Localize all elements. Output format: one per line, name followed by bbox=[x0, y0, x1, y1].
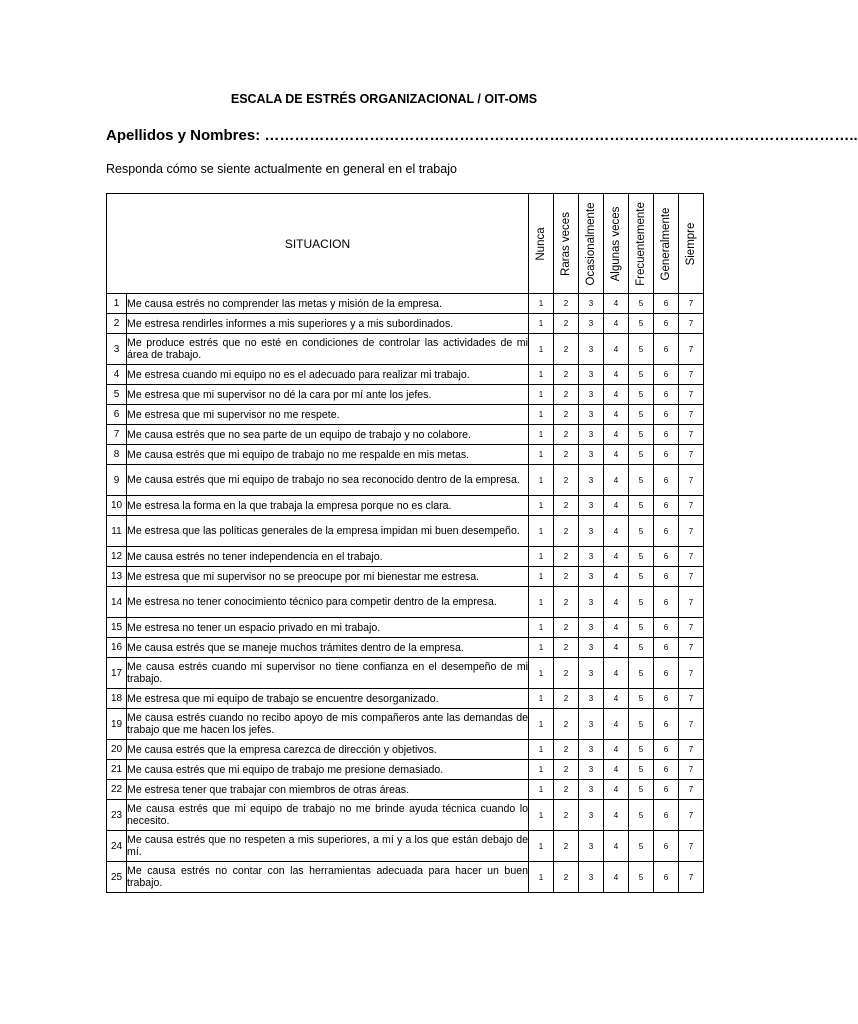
item-statement: Me causa estrés no contar con las herramientas adecuada para hacer un buen trabajo. bbox=[127, 862, 529, 893]
rating-option-cell[interactable]: 7 bbox=[679, 385, 704, 405]
rating-option-cell[interactable]: 4 bbox=[604, 496, 629, 516]
rating-option-cell[interactable]: 3 bbox=[579, 831, 604, 862]
rating-option-cell[interactable]: 6 bbox=[654, 658, 679, 689]
rating-option-cell[interactable]: 1 bbox=[529, 425, 554, 445]
item-statement: Me causa estrés que se maneje muchos trámites dentro de la empresa. bbox=[127, 638, 529, 658]
rating-option-cell[interactable]: 3 bbox=[579, 760, 604, 780]
rating-option-cell[interactable]: 4 bbox=[604, 314, 629, 334]
rating-option-cell[interactable]: 7 bbox=[679, 780, 704, 800]
rating-option-cell[interactable]: 4 bbox=[604, 567, 629, 587]
rating-option-cell[interactable]: 6 bbox=[654, 496, 679, 516]
option-header bbox=[629, 194, 654, 294]
rating-option-cell[interactable]: 1 bbox=[529, 862, 554, 893]
rating-option-cell[interactable]: 7 bbox=[679, 740, 704, 760]
rating-option-cell[interactable]: 1 bbox=[529, 465, 554, 496]
rating-option-cell[interactable]: 5 bbox=[629, 760, 654, 780]
item-number: 3 bbox=[107, 334, 127, 365]
item-number: 8 bbox=[107, 445, 127, 465]
rating-option-cell[interactable]: 7 bbox=[679, 405, 704, 425]
rating-option-cell[interactable]: 2 bbox=[554, 294, 579, 314]
rating-option-cell[interactable]: 6 bbox=[654, 780, 679, 800]
rating-option-cell[interactable]: 7 bbox=[679, 689, 704, 709]
rating-option-cell[interactable]: 4 bbox=[604, 709, 629, 740]
rating-option-cell[interactable]: 1 bbox=[529, 496, 554, 516]
item-number: 2 bbox=[107, 314, 127, 334]
rating-option-cell[interactable]: 2 bbox=[554, 547, 579, 567]
table-row bbox=[107, 496, 704, 516]
rating-option-cell[interactable]: 3 bbox=[579, 567, 604, 587]
item-statement: Me causa estrés que la empresa carezca de dirección y objetivos. bbox=[127, 740, 529, 760]
rating-option-cell[interactable]: 5 bbox=[629, 365, 654, 385]
rating-option-cell[interactable]: 5 bbox=[629, 294, 654, 314]
rating-option-cell[interactable]: 5 bbox=[629, 709, 654, 740]
rating-option-cell[interactable]: 2 bbox=[554, 780, 579, 800]
rating-option-cell[interactable]: 7 bbox=[679, 314, 704, 334]
rating-option-cell[interactable]: 7 bbox=[679, 516, 704, 547]
table-row bbox=[107, 709, 704, 740]
rating-option-cell[interactable]: 7 bbox=[679, 465, 704, 496]
option-header bbox=[604, 194, 629, 294]
rating-option-cell[interactable]: 4 bbox=[604, 294, 629, 314]
item-statement: Me causa estrés cuando no recibo apoyo de mis compañeros ante las demandas de trabajo que me hacen los jefes. bbox=[127, 709, 529, 740]
rating-option-cell[interactable]: 2 bbox=[554, 740, 579, 760]
rating-option-cell[interactable]: 5 bbox=[629, 587, 654, 618]
rating-option-cell[interactable]: 2 bbox=[554, 465, 579, 496]
rating-option-cell[interactable]: 3 bbox=[579, 780, 604, 800]
item-statement: Me estresa que mi supervisor no me respete. bbox=[127, 405, 529, 425]
rating-option-cell[interactable]: 5 bbox=[629, 385, 654, 405]
item-number: 25 bbox=[107, 862, 127, 893]
table-row bbox=[107, 618, 704, 638]
item-statement: Me estresa rendirles informes a mis superiores y a mis subordinados. bbox=[127, 314, 529, 334]
rating-option-cell[interactable]: 6 bbox=[654, 385, 679, 405]
rating-option-cell[interactable]: 5 bbox=[629, 496, 654, 516]
item-number: 21 bbox=[107, 760, 127, 780]
item-number: 1 bbox=[107, 294, 127, 314]
option-header-label: Algunas veces bbox=[610, 206, 622, 281]
rating-option-cell[interactable]: 7 bbox=[679, 425, 704, 445]
rating-option-cell[interactable]: 6 bbox=[654, 831, 679, 862]
rating-option-cell[interactable]: 5 bbox=[629, 618, 654, 638]
table-row bbox=[107, 689, 704, 709]
rating-option-cell[interactable]: 5 bbox=[629, 547, 654, 567]
option-header bbox=[529, 194, 554, 294]
item-statement: Me estresa la forma en la que trabaja la empresa porque no es clara. bbox=[127, 496, 529, 516]
item-statement: Me causa estrés no tener independencia en el trabajo. bbox=[127, 547, 529, 567]
table-row bbox=[107, 445, 704, 465]
rating-option-cell[interactable]: 3 bbox=[579, 465, 604, 496]
option-header-label: Generalmente bbox=[660, 207, 672, 280]
rating-option-cell[interactable]: 4 bbox=[604, 516, 629, 547]
item-number: 23 bbox=[107, 800, 127, 831]
rating-option-cell[interactable]: 3 bbox=[579, 334, 604, 365]
rating-option-cell[interactable]: 3 bbox=[579, 689, 604, 709]
rating-option-cell[interactable]: 1 bbox=[529, 567, 554, 587]
rating-option-cell[interactable]: 2 bbox=[554, 862, 579, 893]
rating-option-cell[interactable]: 3 bbox=[579, 547, 604, 567]
table-row bbox=[107, 547, 704, 567]
rating-option-cell[interactable]: 7 bbox=[679, 445, 704, 465]
rating-option-cell[interactable]: 3 bbox=[579, 587, 604, 618]
table-row bbox=[107, 740, 704, 760]
table-row bbox=[107, 800, 704, 831]
instructions-text: Responda cómo se siente actualmente en general en el trabajo bbox=[106, 162, 457, 176]
rating-option-cell[interactable]: 4 bbox=[604, 618, 629, 638]
rating-option-cell[interactable]: 2 bbox=[554, 496, 579, 516]
rating-option-cell[interactable]: 1 bbox=[529, 638, 554, 658]
rating-option-cell[interactable]: 5 bbox=[629, 314, 654, 334]
item-number: 15 bbox=[107, 618, 127, 638]
item-number: 24 bbox=[107, 831, 127, 862]
item-number: 13 bbox=[107, 567, 127, 587]
item-number: 17 bbox=[107, 658, 127, 689]
rating-option-cell[interactable]: 4 bbox=[604, 405, 629, 425]
rating-option-cell[interactable]: 3 bbox=[579, 294, 604, 314]
rating-option-cell[interactable]: 6 bbox=[654, 862, 679, 893]
item-statement: Me estresa que mi supervisor no se preocupe por mi bienestar me estresa. bbox=[127, 567, 529, 587]
rating-option-cell[interactable]: 6 bbox=[654, 314, 679, 334]
rating-option-cell[interactable]: 5 bbox=[629, 465, 654, 496]
rating-option-cell[interactable]: 1 bbox=[529, 334, 554, 365]
rating-option-cell[interactable]: 4 bbox=[604, 385, 629, 405]
rating-option-cell[interactable]: 7 bbox=[679, 831, 704, 862]
rating-option-cell[interactable]: 3 bbox=[579, 496, 604, 516]
option-header bbox=[579, 194, 604, 294]
item-statement: Me causa estrés no comprender las metas y misión de la empresa. bbox=[127, 294, 529, 314]
rating-option-cell[interactable]: 5 bbox=[629, 445, 654, 465]
rating-option-cell[interactable]: 4 bbox=[604, 689, 629, 709]
item-statement: Me estresa no tener conocimiento técnico para competir dentro de la empresa. bbox=[127, 587, 529, 618]
rating-option-cell[interactable]: 5 bbox=[629, 862, 654, 893]
rating-option-cell[interactable]: 5 bbox=[629, 405, 654, 425]
rating-option-cell[interactable]: 7 bbox=[679, 587, 704, 618]
rating-option-cell[interactable]: 3 bbox=[579, 800, 604, 831]
rating-option-cell[interactable]: 6 bbox=[654, 516, 679, 547]
item-statement: Me estresa tener que trabajar con miembros de otras áreas. bbox=[127, 780, 529, 800]
rating-option-cell[interactable]: 5 bbox=[629, 658, 654, 689]
item-number: 12 bbox=[107, 547, 127, 567]
option-header bbox=[679, 194, 704, 294]
rating-option-cell[interactable]: 6 bbox=[654, 294, 679, 314]
rating-option-cell[interactable]: 2 bbox=[554, 831, 579, 862]
rating-option-cell[interactable]: 1 bbox=[529, 780, 554, 800]
table-row bbox=[107, 638, 704, 658]
rating-option-cell[interactable]: 6 bbox=[654, 567, 679, 587]
rating-option-cell[interactable]: 5 bbox=[629, 425, 654, 445]
item-statement: Me causa estrés que mi equipo de trabajo no me respalde en mis metas. bbox=[127, 445, 529, 465]
rating-option-cell[interactable]: 6 bbox=[654, 760, 679, 780]
item-statement: Me causa estrés cuando mi supervisor no tiene confianza en el desempeño de mi trabajo. bbox=[127, 658, 529, 689]
rating-option-cell[interactable]: 1 bbox=[529, 445, 554, 465]
rating-option-cell[interactable]: 1 bbox=[529, 516, 554, 547]
rating-option-cell[interactable]: 5 bbox=[629, 638, 654, 658]
table-row bbox=[107, 760, 704, 780]
table-row bbox=[107, 780, 704, 800]
rating-option-cell[interactable]: 4 bbox=[604, 740, 629, 760]
item-number: 9 bbox=[107, 465, 127, 496]
rating-option-cell[interactable]: 2 bbox=[554, 760, 579, 780]
rating-option-cell[interactable]: 6 bbox=[654, 547, 679, 567]
rating-option-cell[interactable]: 2 bbox=[554, 709, 579, 740]
rating-option-cell[interactable]: 4 bbox=[604, 780, 629, 800]
item-statement: Me estresa cuando mi equipo no es el adecuado para realizar mi trabajo. bbox=[127, 365, 529, 385]
rating-option-cell[interactable]: 2 bbox=[554, 405, 579, 425]
item-statement: Me estresa no tener un espacio privado en mi trabajo. bbox=[127, 618, 529, 638]
rating-option-cell[interactable]: 4 bbox=[604, 862, 629, 893]
table-row bbox=[107, 587, 704, 618]
item-statement: Me causa estrés que mi equipo de trabajo no me brinde ayuda técnica cuando lo necesito. bbox=[127, 800, 529, 831]
rating-option-cell[interactable]: 4 bbox=[604, 465, 629, 496]
rating-option-cell[interactable]: 1 bbox=[529, 618, 554, 638]
rating-option-cell[interactable]: 6 bbox=[654, 445, 679, 465]
rating-option-cell[interactable]: 2 bbox=[554, 638, 579, 658]
rating-option-cell[interactable]: 5 bbox=[629, 800, 654, 831]
rating-option-cell[interactable]: 3 bbox=[579, 365, 604, 385]
rating-option-cell[interactable]: 1 bbox=[529, 689, 554, 709]
rating-option-cell[interactable]: 3 bbox=[579, 425, 604, 445]
item-number: 20 bbox=[107, 740, 127, 760]
rating-option-cell[interactable]: 1 bbox=[529, 294, 554, 314]
rating-option-cell[interactable]: 2 bbox=[554, 314, 579, 334]
rating-option-cell[interactable]: 2 bbox=[554, 567, 579, 587]
rating-option-cell[interactable]: 7 bbox=[679, 618, 704, 638]
rating-option-cell[interactable]: 7 bbox=[679, 658, 704, 689]
table-row bbox=[107, 334, 704, 365]
item-number: 4 bbox=[107, 365, 127, 385]
table-row bbox=[107, 465, 704, 496]
rating-option-cell[interactable]: 1 bbox=[529, 385, 554, 405]
rating-option-cell[interactable]: 3 bbox=[579, 618, 604, 638]
rating-option-cell[interactable]: 6 bbox=[654, 800, 679, 831]
rating-option-cell[interactable]: 4 bbox=[604, 445, 629, 465]
item-number: 7 bbox=[107, 425, 127, 445]
rating-option-cell[interactable]: 2 bbox=[554, 334, 579, 365]
table-row bbox=[107, 294, 704, 314]
names-field-label: Apellidos y Nombres: ……………………………………………………………………………………………………….. bbox=[106, 127, 858, 144]
option-header-label: Nunca bbox=[535, 226, 547, 261]
item-number: 11 bbox=[107, 516, 127, 547]
rating-option-cell[interactable]: 7 bbox=[679, 496, 704, 516]
rating-option-cell[interactable]: 4 bbox=[604, 334, 629, 365]
rating-option-cell[interactable]: 3 bbox=[579, 385, 604, 405]
option-header-label: Ocasionalmente bbox=[585, 201, 597, 286]
table-row bbox=[107, 314, 704, 334]
table-row bbox=[107, 831, 704, 862]
rating-option-cell[interactable]: 2 bbox=[554, 618, 579, 638]
rating-option-cell[interactable]: 6 bbox=[654, 618, 679, 638]
item-statement: Me causa estrés que mi equipo de trabajo me presione demasiado. bbox=[127, 760, 529, 780]
item-statement: Me estresa que las políticas generales de la empresa impidan mi buen desempeño. bbox=[127, 516, 529, 547]
rating-option-cell[interactable]: 2 bbox=[554, 689, 579, 709]
rating-option-cell[interactable]: 6 bbox=[654, 638, 679, 658]
item-number: 6 bbox=[107, 405, 127, 425]
rating-option-cell[interactable]: 3 bbox=[579, 405, 604, 425]
rating-option-cell[interactable]: 4 bbox=[604, 638, 629, 658]
table-row bbox=[107, 365, 704, 385]
stress-scale-table bbox=[106, 193, 704, 893]
rating-option-cell[interactable]: 7 bbox=[679, 709, 704, 740]
option-header-label: Siempre bbox=[685, 222, 697, 265]
rating-option-cell[interactable]: 1 bbox=[529, 740, 554, 760]
rating-option-cell[interactable]: 3 bbox=[579, 658, 604, 689]
item-statement: Me causa estrés que no respeten a mis superiores, a mí y a los que están debajo de mí. bbox=[127, 831, 529, 862]
rating-option-cell[interactable]: 3 bbox=[579, 314, 604, 334]
rating-option-cell[interactable]: 6 bbox=[654, 689, 679, 709]
item-number: 19 bbox=[107, 709, 127, 740]
item-statement: Me causa estrés que no sea parte de un equipo de trabajo y no colabore. bbox=[127, 425, 529, 445]
rating-option-cell[interactable]: 1 bbox=[529, 658, 554, 689]
table-row bbox=[107, 658, 704, 689]
rating-option-cell[interactable]: 3 bbox=[579, 445, 604, 465]
rating-option-cell[interactable]: 3 bbox=[579, 740, 604, 760]
option-header-label: Raras veces bbox=[560, 211, 572, 276]
rating-option-cell[interactable]: 5 bbox=[629, 516, 654, 547]
item-statement: Me causa estrés que mi equipo de trabajo no sea reconocido dentro de la empresa. bbox=[127, 465, 529, 496]
rating-option-cell[interactable]: 2 bbox=[554, 587, 579, 618]
rating-option-cell[interactable]: 6 bbox=[654, 365, 679, 385]
rating-option-cell[interactable]: 5 bbox=[629, 740, 654, 760]
rating-option-cell[interactable]: 5 bbox=[629, 831, 654, 862]
rating-option-cell[interactable]: 4 bbox=[604, 425, 629, 445]
rating-option-cell[interactable]: 4 bbox=[604, 365, 629, 385]
rating-option-cell[interactable]: 7 bbox=[679, 334, 704, 365]
option-header bbox=[654, 194, 679, 294]
rating-option-cell[interactable]: 2 bbox=[554, 658, 579, 689]
table-row bbox=[107, 405, 704, 425]
rating-option-cell[interactable]: 2 bbox=[554, 516, 579, 547]
rating-option-cell[interactable]: 1 bbox=[529, 831, 554, 862]
rating-option-cell[interactable]: 3 bbox=[579, 862, 604, 893]
rating-option-cell[interactable]: 6 bbox=[654, 587, 679, 618]
rating-option-cell[interactable]: 4 bbox=[604, 760, 629, 780]
rating-option-cell[interactable]: 1 bbox=[529, 405, 554, 425]
rating-option-cell[interactable]: 4 bbox=[604, 800, 629, 831]
rating-option-cell[interactable]: 2 bbox=[554, 365, 579, 385]
option-header bbox=[554, 194, 579, 294]
rating-option-cell[interactable]: 3 bbox=[579, 516, 604, 547]
item-number: 22 bbox=[107, 780, 127, 800]
rating-option-cell[interactable]: 2 bbox=[554, 385, 579, 405]
rating-option-cell[interactable]: 4 bbox=[604, 658, 629, 689]
rating-option-cell[interactable]: 6 bbox=[654, 709, 679, 740]
rating-option-cell[interactable]: 4 bbox=[604, 831, 629, 862]
rating-option-cell[interactable]: 1 bbox=[529, 547, 554, 567]
rating-option-cell[interactable]: 1 bbox=[529, 587, 554, 618]
table-row bbox=[107, 516, 704, 547]
rating-option-cell[interactable]: 6 bbox=[654, 465, 679, 496]
item-number: 18 bbox=[107, 689, 127, 709]
rating-option-cell[interactable]: 5 bbox=[629, 689, 654, 709]
rating-option-cell[interactable]: 2 bbox=[554, 445, 579, 465]
rating-option-cell[interactable]: 4 bbox=[604, 547, 629, 567]
rating-option-cell[interactable]: 7 bbox=[679, 547, 704, 567]
rating-option-cell[interactable]: 6 bbox=[654, 405, 679, 425]
item-statement: Me estresa que mi equipo de trabajo se encuentre desorganizado. bbox=[127, 689, 529, 709]
rating-option-cell[interactable]: 7 bbox=[679, 800, 704, 831]
rating-option-cell[interactable]: 2 bbox=[554, 425, 579, 445]
rating-option-cell[interactable]: 5 bbox=[629, 567, 654, 587]
item-statement: Me produce estrés que no esté en condiciones de controlar las actividades de mi área de trabajo. bbox=[127, 334, 529, 365]
rating-option-cell[interactable]: 7 bbox=[679, 294, 704, 314]
option-header-label: Frecuentemente bbox=[635, 201, 647, 286]
table-header-row bbox=[107, 194, 704, 294]
rating-option-cell[interactable]: 6 bbox=[654, 425, 679, 445]
rating-option-cell[interactable]: 5 bbox=[629, 334, 654, 365]
rating-option-cell[interactable]: 7 bbox=[679, 638, 704, 658]
table-row bbox=[107, 567, 704, 587]
table-row bbox=[107, 862, 704, 893]
rating-option-cell[interactable]: 1 bbox=[529, 709, 554, 740]
rating-option-cell[interactable]: 6 bbox=[654, 334, 679, 365]
rating-option-cell[interactable]: 1 bbox=[529, 314, 554, 334]
rating-option-cell[interactable]: 4 bbox=[604, 587, 629, 618]
document-title: ESCALA DE ESTRÉS ORGANIZACIONAL / OIT-OMS bbox=[230, 92, 538, 106]
item-number: 14 bbox=[107, 587, 127, 618]
rating-option-cell[interactable]: 2 bbox=[554, 800, 579, 831]
table-row bbox=[107, 385, 704, 405]
rating-option-cell[interactable]: 1 bbox=[529, 365, 554, 385]
situation-header: SITUACION bbox=[107, 194, 529, 294]
rating-option-cell[interactable]: 3 bbox=[579, 709, 604, 740]
rating-option-cell[interactable]: 7 bbox=[679, 760, 704, 780]
rating-option-cell[interactable]: 7 bbox=[679, 862, 704, 893]
rating-option-cell[interactable]: 1 bbox=[529, 760, 554, 780]
rating-option-cell[interactable]: 3 bbox=[579, 638, 604, 658]
table-row bbox=[107, 425, 704, 445]
rating-option-cell[interactable]: 5 bbox=[629, 780, 654, 800]
item-number: 10 bbox=[107, 496, 127, 516]
item-number: 16 bbox=[107, 638, 127, 658]
rating-option-cell[interactable]: 1 bbox=[529, 800, 554, 831]
item-number: 5 bbox=[107, 385, 127, 405]
rating-option-cell[interactable]: 6 bbox=[654, 740, 679, 760]
rating-option-cell[interactable]: 7 bbox=[679, 365, 704, 385]
rating-option-cell[interactable]: 7 bbox=[679, 567, 704, 587]
item-statement: Me estresa que mi supervisor no dé la cara por mí ante los jefes. bbox=[127, 385, 529, 405]
